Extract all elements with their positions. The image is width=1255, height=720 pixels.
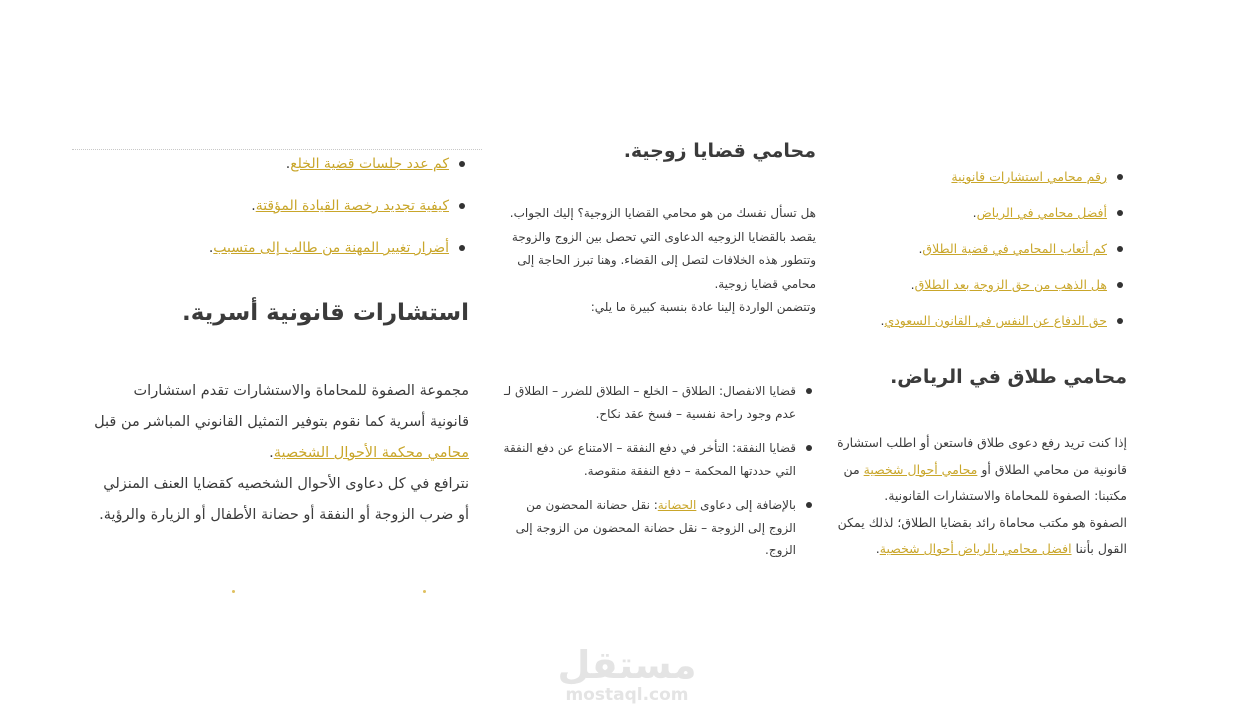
section-paragraph: مجموعة الصفوة للمحاماة والاستشارات تقدم استشارات قانونية أسرية كما نقوم بتوفير التمثيل القانوني المباشر من قبل محامي محكمة الأحوال الشخصية. نترافع في كل دعاوى الأحوال الشخصيه كقضايا العنف المنزلي أو ضرب الزوجة أو النفقة أو حضانة الأطفال أو الزيارة والرؤية. bbox=[94, 383, 469, 523]
related-link[interactable]: كم عدد جلسات قضية الخلع bbox=[290, 156, 449, 172]
list-item: كم عدد جلسات قضية الخلع. bbox=[92, 152, 469, 194]
inline-link[interactable]: محامي محكمة الأحوال الشخصية bbox=[273, 445, 469, 461]
section-heading: محامي طلاق في الرياض. bbox=[890, 366, 1127, 388]
list-item: هل الذهب من حق الزوجة بعد الطلاق. bbox=[822, 274, 1127, 310]
inline-link[interactable]: افضل محامي بالرياض أحوال شخصية bbox=[879, 541, 1072, 556]
right-related-links bbox=[822, 166, 1127, 346]
list-item: أفضل محامي في الرياض. bbox=[822, 202, 1127, 238]
intro-line: وتتضمن الواردة إلينا عادة بنسبة كبيرة ما يلي: bbox=[590, 300, 816, 314]
watermark-latin: mostaql.com bbox=[565, 685, 689, 705]
section-intro bbox=[498, 202, 816, 320]
left-column bbox=[92, 0, 469, 720]
list-item: كم أتعاب المحامي في قضية الطلاق. bbox=[822, 238, 1127, 274]
inline-link[interactable]: الحضانة bbox=[657, 498, 697, 512]
case-types-list bbox=[498, 380, 816, 574]
section-heading: استشارات قانونية أسرية. bbox=[181, 300, 469, 326]
left-related-links bbox=[92, 152, 469, 278]
watermark-logo bbox=[547, 636, 707, 708]
related-link[interactable]: كيفية تجديد رخصة القيادة المؤقتة bbox=[255, 198, 449, 214]
list-item: قضايا الانفصال: الطلاق – الخلع – الطلاق للضرر – الطلاق لـ عدم وجود راحة نفسية – فسخ عقد نكاح. bbox=[498, 380, 816, 425]
list-item: حق الدفاع عن النفس في القانون السعودي. bbox=[822, 310, 1127, 346]
list-item bbox=[822, 166, 1127, 202]
list-item: بالإضافة إلى دعاوى الحضانة: نقل حضانة المحضون من الزوج إلى الزوجة – نقل حضانة المحضون من الزوجة إلى الزوج. bbox=[498, 494, 816, 562]
section-heading: محامي قضايا زوجية. bbox=[623, 140, 816, 162]
intro-line: يقصد بالقضايا الزوجيه الدعاوى التي تحصل بين الزوج والزوجة وتتطور هذه الخلافات لتصل إلى القضاء. وهنا تبرز الحاجة إلى محامي قضايا زوجية. bbox=[511, 229, 816, 291]
middle-column bbox=[498, 0, 816, 720]
related-link[interactable]: كم أتعاب المحامي في قضية الطلاق bbox=[922, 241, 1107, 256]
watermark-arabic: مستقل bbox=[557, 643, 697, 687]
intro-line: هل تسأل نفسك من هو محامي القضايا الزوجية؟ إليك الجواب. bbox=[509, 206, 816, 220]
inline-link[interactable]: محامي أحوال شخصية bbox=[863, 461, 978, 477]
related-link[interactable]: حق الدفاع عن النفس في القانون السعودي bbox=[884, 313, 1107, 328]
right-column bbox=[822, 0, 1127, 720]
decorative-dot bbox=[423, 590, 426, 593]
list-item: أضرار تغيير المهنة من طالب إلى متسبب. bbox=[92, 236, 469, 278]
related-link[interactable]: هل الذهب من حق الزوجة بعد الطلاق bbox=[914, 277, 1107, 292]
related-link[interactable]: أفضل محامي في الرياض bbox=[976, 205, 1107, 220]
related-link[interactable]: أضرار تغيير المهنة من طالب إلى متسبب bbox=[213, 240, 449, 256]
decorative-dot bbox=[232, 590, 235, 593]
list-item: كيفية تجديد رخصة القيادة المؤقتة. bbox=[92, 194, 469, 236]
list-item: قضايا النفقة: التأخر في دفع النفقة – الامتناع عن دفع النفقة التي حددتها المحكمة – دفع النفقة منقوصة. bbox=[498, 437, 816, 482]
section-paragraph: إذا كنت تريد رفع دعوى طلاق فاستعن أو اطلب استشارة قانونية من محامي الطلاق أو محامي أحوال شخصية من مكتبنا: الصفوة للمحاماة والاستشارات القانونية. الصفوة هو مكتب محاماة رائد بقضايا الطلاق؛ لذلك يمكن القول بأننا افضل محامي بالرياض أحوال شخصية. bbox=[837, 435, 1127, 556]
related-link[interactable]: رقم محامي استشارات قانونية bbox=[951, 169, 1107, 184]
